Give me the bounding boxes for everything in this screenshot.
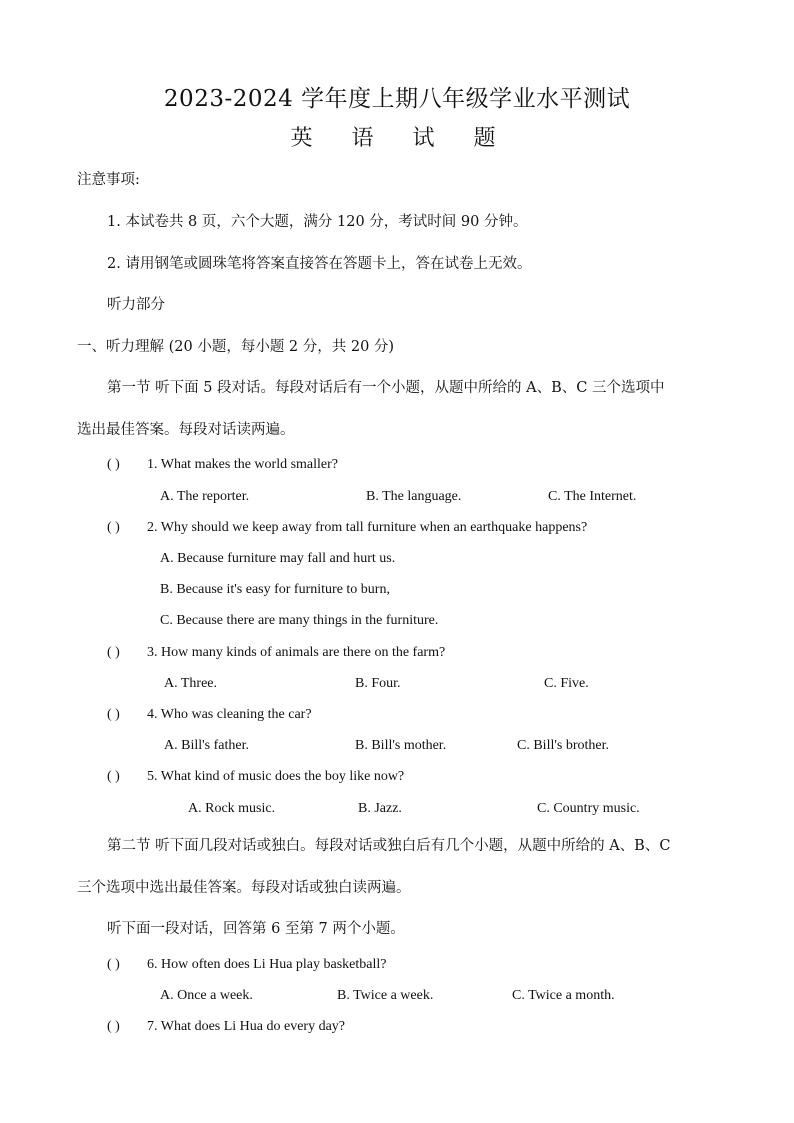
option-b: B. Twice a week.: [337, 988, 434, 1003]
option-b: B. Bill's mother.: [355, 738, 447, 753]
option-c: C. Country music.: [537, 801, 640, 816]
part1-intro-line1: 第一节 听下面 5 段对话。每段对话后有一个小题，从题中所给的 A、B、C 三个选项中: [107, 380, 665, 396]
option-a: A. Because furniture may fall and hurt us.: [160, 551, 396, 566]
question-7: 7. What does Li Hua do every day?: [147, 1019, 346, 1034]
part2-intro-line1: 第二节 听下面几段对话或独白。每段对话或独白后有几个小题，从题中所给的 A、B、C: [107, 838, 671, 854]
listening-part-label: 听力部分: [107, 297, 165, 313]
option-c: C. Five.: [544, 676, 589, 691]
option-c: C. The Internet.: [548, 489, 637, 504]
option-c: C. Bill's brother.: [517, 738, 609, 753]
option-b: B. Because it's easy for furniture to burn,: [160, 582, 390, 597]
question-5: 5. What kind of music does the boy like now?: [147, 769, 405, 784]
answer-blank[interactable]: ( ): [107, 645, 120, 660]
option-c: C. Twice a month.: [512, 988, 615, 1003]
exam-subtitle: 英 语 试 题: [290, 126, 512, 151]
question-6: 6. How often does Li Hua play basketball?: [147, 957, 387, 972]
section1-heading: 一、听力理解 (20 小题，每小题 2 分，共 20 分): [77, 339, 395, 355]
option-a: A. The reporter.: [160, 489, 250, 504]
notes-heading: 注意事项:: [77, 172, 140, 188]
part1-intro-line2: 选出最佳答案。每段对话读两遍。: [77, 422, 295, 438]
option-a: A. Three.: [164, 676, 217, 691]
option-a: A. Bill's father.: [164, 738, 249, 753]
answer-blank[interactable]: ( ): [107, 457, 120, 472]
dialog-intro: 听下面一段对话，回答第 6 至第 7 两个小题。: [107, 921, 405, 937]
answer-blank[interactable]: ( ): [107, 769, 120, 784]
question-4: 4. Who was cleaning the car?: [147, 707, 312, 722]
answer-blank[interactable]: ( ): [107, 707, 120, 722]
option-b: B. Four.: [355, 676, 401, 691]
exam-title: 2023-2024 学年度上期八年级学业水平测试: [163, 86, 631, 112]
note-item-2: 2. 请用钢笔或圆珠笔将答案直接答在答题卡上，答在试卷上无效。: [107, 256, 532, 272]
answer-blank[interactable]: ( ): [107, 957, 120, 972]
option-a: A. Rock music.: [188, 801, 276, 816]
option-a: A. Once a week.: [160, 988, 253, 1003]
question-3: 3. How many kinds of animals are there on the farm?: [147, 645, 446, 660]
part2-intro-line2: 三个选项中选出最佳答案。每段对话或独白读两遍。: [77, 880, 411, 896]
option-c: C. Because there are many things in the furniture.: [160, 613, 439, 628]
note-item-1: 1. 本试卷共 8 页，六个大题，满分 120 分，考试时间 90 分钟。: [107, 214, 528, 230]
answer-blank[interactable]: ( ): [107, 1019, 120, 1034]
question-2: 2. Why should we keep away from tall furniture when an earthquake happens?: [147, 520, 588, 535]
answer-blank[interactable]: ( ): [107, 520, 120, 535]
option-b: B. The language.: [366, 489, 462, 504]
question-1: 1. What makes the world smaller?: [147, 457, 339, 472]
option-b: B. Jazz.: [358, 801, 402, 816]
